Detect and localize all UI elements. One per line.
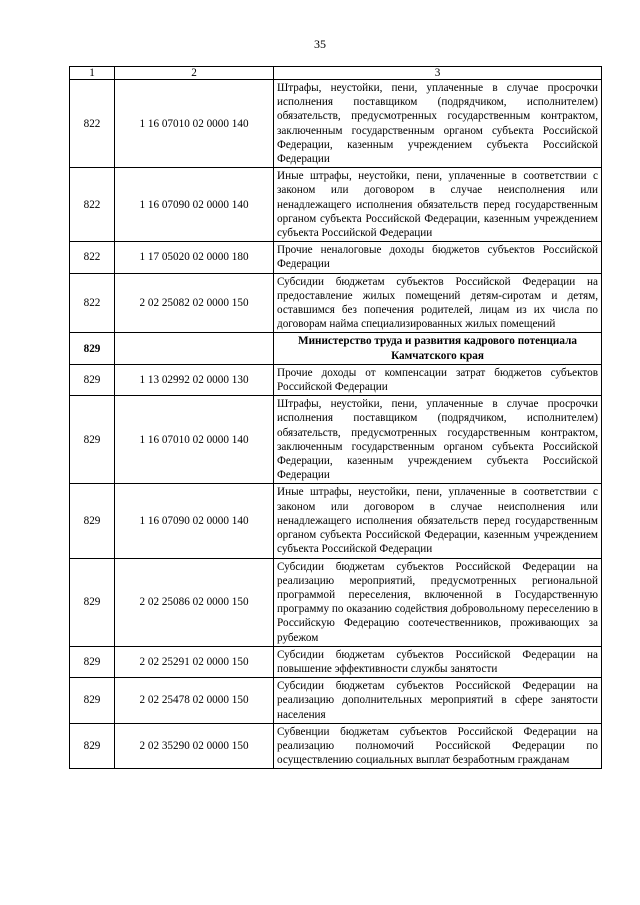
admin-code-cell: 822 <box>70 80 115 168</box>
revenue-code-cell: 1 13 02992 02 0000 130 <box>115 364 274 395</box>
revenue-name-cell: Субвенции бюджетам субъектов Российской Федерации на реализацию полномочий Российской Федерации по осуществлению социальных выплат безработным гражданам <box>274 723 602 769</box>
table-row <box>70 396 602 484</box>
revenue-name-cell: Штрафы, неустойки, пени, уплаченные в случае просрочки исполнения поставщиком (подрядчиком, исполнителем) обязательств, предусмотренных государственным контрактом, заключенным государственным органом субъекта Российской Федерации, казенным учреждением субъекта Российской Федерации <box>274 80 602 168</box>
table-row <box>70 646 602 677</box>
admin-code-cell: 829 <box>70 646 115 677</box>
admin-code-cell: 829 <box>70 484 115 558</box>
header-col-2: 2 <box>115 67 274 80</box>
admin-code-cell: 829 <box>70 678 115 724</box>
revenue-code-cell: 1 16 07010 02 0000 140 <box>115 80 274 168</box>
revenue-name-cell: Иные штрафы, неустойки, пени, уплаченные в соответствии с законом или договором в случае неисполнения или ненадлежащего исполнения обязательств перед государственным органом субъекта Российской Федерации, казенным учреждением субъекта Российской Федерации <box>274 484 602 558</box>
revenue-code-cell: 2 02 25478 02 0000 150 <box>115 678 274 724</box>
table-row <box>70 168 602 242</box>
admin-code-cell: 822 <box>70 242 115 273</box>
revenue-code-cell: 1 16 07010 02 0000 140 <box>115 396 274 484</box>
admin-code-cell: 822 <box>70 168 115 242</box>
revenue-code-cell: 2 02 25082 02 0000 150 <box>115 273 274 333</box>
revenue-codes-table <box>69 66 602 769</box>
revenue-code-cell <box>115 333 274 364</box>
admin-code-cell: 829 <box>70 723 115 769</box>
revenue-name-cell: Субсидии бюджетам субъектов Российской Федерации на реализацию дополнительных мероприятий в сфере занятости населения <box>274 678 602 724</box>
revenue-code-cell: 1 17 05020 02 0000 180 <box>115 242 274 273</box>
revenue-name-cell: Министерство труда и развития кадрового потенциала Камчатского края <box>274 333 602 364</box>
table-row <box>70 723 602 769</box>
revenue-name-cell: Субсидии бюджетам субъектов Российской Федерации на предоставление жилых помещений детям-сиротам и детям, оставшимся без попечения родителей, лицам из их числа по договорам найма специализированных жилых помещений <box>274 273 602 333</box>
revenue-code-cell: 2 02 25291 02 0000 150 <box>115 646 274 677</box>
admin-code-cell: 829 <box>70 396 115 484</box>
revenue-name-cell: Прочие доходы от компенсации затрат бюджетов субъектов Российской Федерации <box>274 364 602 395</box>
header-col-3: 3 <box>274 67 602 80</box>
revenue-name-cell: Прочие неналоговые доходы бюджетов субъектов Российской Федерации <box>274 242 602 273</box>
revenue-code-cell: 2 02 25086 02 0000 150 <box>115 558 274 646</box>
revenue-code-cell: 1 16 07090 02 0000 140 <box>115 168 274 242</box>
table-row <box>70 242 602 273</box>
admin-code-cell: 829 <box>70 333 115 364</box>
revenue-name-cell: Субсидии бюджетам субъектов Российской Федерации на реализацию мероприятий, предусмотренных региональной программой переселения, включенной в Государственную программу по оказанию содействия добровольному переселению в Российскую Федерацию соотечественников, проживающих за рубежом <box>274 558 602 646</box>
admin-code-cell: 829 <box>70 558 115 646</box>
revenue-code-cell: 1 16 07090 02 0000 140 <box>115 484 274 558</box>
header-col-1: 1 <box>70 67 115 80</box>
table-row <box>70 273 602 333</box>
table-row <box>70 678 602 724</box>
section-header-row <box>70 333 602 364</box>
table-row <box>70 558 602 646</box>
revenue-name-cell: Иные штрафы, неустойки, пени, уплаченные в соответствии с законом или договором в случае неисполнения или ненадлежащего исполнения обязательств перед государственным органом субъекта Российской Федерации, казенным учреждением субъекта Российской Федерации <box>274 168 602 242</box>
revenue-name-cell: Субсидии бюджетам субъектов Российской Федерации на повышение эффективности службы занятости <box>274 646 602 677</box>
table-row <box>70 484 602 558</box>
revenue-name-cell: Штрафы, неустойки, пени, уплаченные в случае просрочки исполнения поставщиком (подрядчиком, исполнителем) обязательств, предусмотренных государственным контрактом, заключенным государственным органом субъекта Российской Федерации, казенным учреждением субъекта Российской Федерации <box>274 396 602 484</box>
table-row <box>70 364 602 395</box>
table-row <box>70 80 602 168</box>
table-header-row <box>70 67 602 80</box>
page-number: 35 <box>314 37 326 51</box>
revenue-code-cell: 2 02 35290 02 0000 150 <box>115 723 274 769</box>
admin-code-cell: 822 <box>70 273 115 333</box>
admin-code-cell: 829 <box>70 364 115 395</box>
